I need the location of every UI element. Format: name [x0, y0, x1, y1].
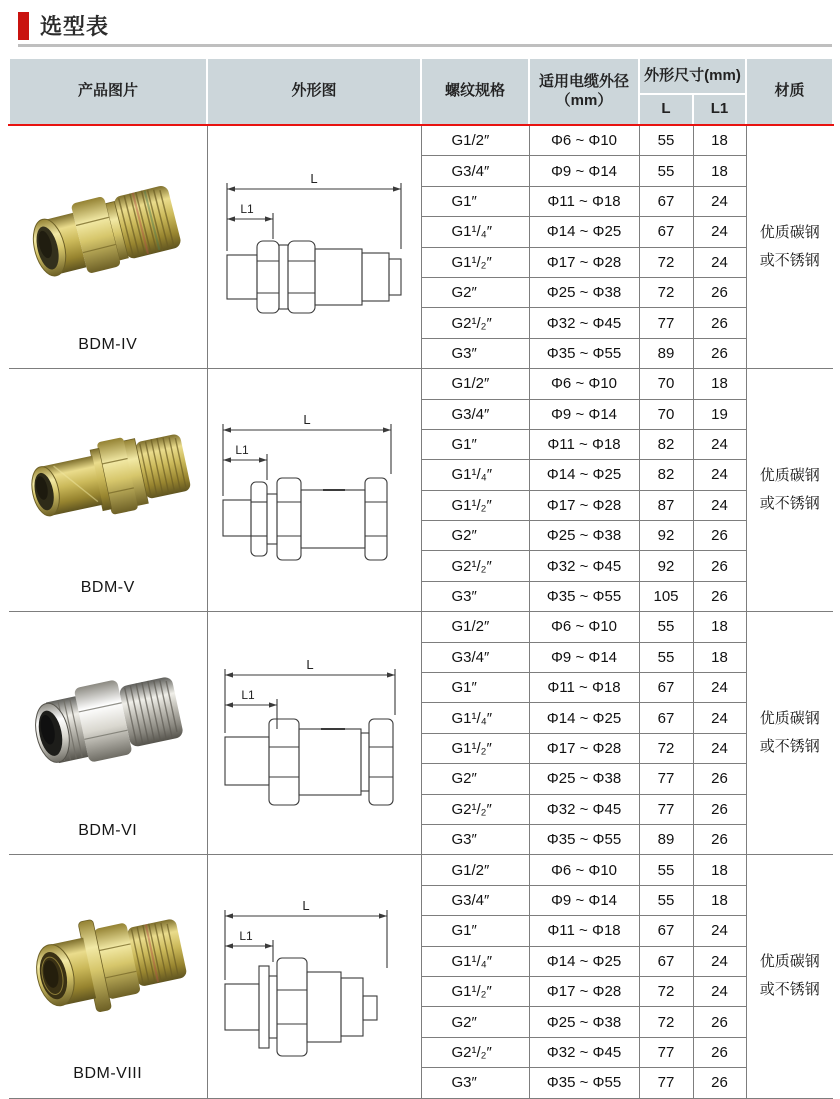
dim-l1-value: 26 [693, 824, 746, 854]
dim-l1-value: 18 [693, 369, 746, 399]
dim-l1-value: 26 [693, 521, 746, 551]
cable-od-value: Φ35 ~ Φ55 [529, 338, 639, 368]
dim-l1-value: 18 [693, 855, 746, 885]
material-line1: 优质碳钢 [759, 953, 820, 971]
thread-spec-value: G2¹/₂″ [421, 551, 529, 581]
dim-l-value: 72 [639, 733, 693, 763]
dim-l-value: 87 [639, 490, 693, 520]
dim-l1-value: 24 [693, 217, 746, 247]
thread-spec-value: G1¹/₄″ [421, 460, 529, 490]
outline-drawing-bdm-iv [211, 159, 417, 335]
table-row [9, 125, 833, 156]
page-title: 选型表 [40, 14, 110, 39]
dimension-label-l: L [302, 898, 310, 914]
thread-spec-value: G3″ [421, 1068, 529, 1098]
header-dimensions: 外形尺寸(mm) [639, 58, 746, 94]
dim-l1-value: 24 [693, 247, 746, 277]
dim-l1-value: 26 [693, 277, 746, 307]
thread-spec-value: G1¹/₄″ [421, 946, 529, 976]
selection-table-wrapper [8, 57, 832, 1099]
dimension-label-l1: L1 [239, 929, 253, 944]
thread-spec-value: G3/4″ [421, 399, 529, 429]
material-line2: 或不锈钢 [759, 251, 820, 269]
cable-od-value: Φ11 ~ Φ18 [529, 916, 639, 946]
dim-l-value: 72 [639, 976, 693, 1006]
product-block-bdm-viii [9, 855, 833, 1098]
dim-l1-value: 18 [693, 642, 746, 672]
dim-l1-value: 24 [693, 916, 746, 946]
product-block-bdm-v [9, 369, 833, 612]
thread-spec-value: G2″ [421, 277, 529, 307]
cable-od-value: Φ14 ~ Φ25 [529, 946, 639, 976]
cable-od-value: Φ32 ~ Φ45 [529, 1037, 639, 1067]
dimension-label-l1: L1 [241, 688, 255, 703]
thread-spec-value: G2″ [421, 1007, 529, 1037]
thread-spec-value: G1¹/₂″ [421, 247, 529, 277]
thread-spec-value: G1¹/₄″ [421, 703, 529, 733]
outline-drawing-cell [207, 369, 421, 612]
cable-od-value: Φ17 ~ Φ28 [529, 247, 639, 277]
cable-od-value: Φ14 ~ Φ25 [529, 703, 639, 733]
thread-spec-value: G2¹/₂″ [421, 794, 529, 824]
product-photo-cell [9, 855, 207, 1098]
dim-l1-value: 18 [693, 612, 746, 642]
thread-spec-value: G1/2″ [421, 125, 529, 156]
cable-od-value: Φ25 ~ Φ38 [529, 1007, 639, 1037]
dim-l-value: 55 [639, 642, 693, 672]
material-line1: 优质碳钢 [759, 223, 820, 241]
dim-l-value: 77 [639, 308, 693, 338]
table-header [9, 58, 833, 125]
cable-od-value: Φ35 ~ Φ55 [529, 824, 639, 854]
cable-od-value: Φ9 ~ Φ14 [529, 642, 639, 672]
dim-l1-value: 26 [693, 1037, 746, 1067]
dim-l-value: 77 [639, 1037, 693, 1067]
thread-spec-value: G3″ [421, 338, 529, 368]
dim-l1-value: 26 [693, 764, 746, 794]
thread-spec-value: G1″ [421, 186, 529, 216]
material-cell [746, 125, 833, 369]
dim-l-value: 67 [639, 703, 693, 733]
cable-od-value: Φ25 ~ Φ38 [529, 277, 639, 307]
thread-spec-value: G2″ [421, 764, 529, 794]
dim-l-value: 67 [639, 217, 693, 247]
thread-spec-value: G1″ [421, 673, 529, 703]
cable-od-value: Φ14 ~ Φ25 [529, 460, 639, 490]
product-photo-cell [9, 369, 207, 612]
cable-od-value: Φ35 ~ Φ55 [529, 1068, 639, 1098]
cable-od-value: Φ25 ~ Φ38 [529, 764, 639, 794]
dim-l-value: 67 [639, 186, 693, 216]
dim-l-value: 55 [639, 855, 693, 885]
table-row [9, 855, 833, 885]
thread-spec-value: G1/2″ [421, 612, 529, 642]
cable-od-value: Φ32 ~ Φ45 [529, 551, 639, 581]
material-line2: 或不锈钢 [759, 737, 820, 755]
thread-spec-value: G1″ [421, 916, 529, 946]
cable-od-value: Φ32 ~ Φ45 [529, 308, 639, 338]
cable-od-value: Φ6 ~ Φ10 [529, 369, 639, 399]
header-dim-l1: L1 [693, 94, 746, 125]
product-photo-bdm-viii-image [17, 881, 199, 1045]
thread-spec-value: G2¹/₂″ [421, 308, 529, 338]
dim-l-value: 67 [639, 916, 693, 946]
dim-l-value: 89 [639, 824, 693, 854]
cable-od-value: Φ25 ~ Φ38 [529, 521, 639, 551]
selection-table [8, 57, 834, 1099]
thread-spec-value: G1″ [421, 429, 529, 459]
header-cable-od-line2: （mm） [555, 91, 613, 109]
dim-l-value: 82 [639, 429, 693, 459]
thread-spec-value: G3/4″ [421, 885, 529, 915]
cable-od-value: Φ11 ~ Φ18 [529, 673, 639, 703]
dim-l1-value: 24 [693, 976, 746, 1006]
dim-l1-value: 26 [693, 1068, 746, 1098]
outline-drawing-cell [207, 855, 421, 1098]
dim-l-value: 89 [639, 338, 693, 368]
thread-spec-value: G1¹/₂″ [421, 490, 529, 520]
dim-l1-value: 24 [693, 946, 746, 976]
product-photo-bdm-v-image [17, 395, 199, 559]
material-line2: 或不锈钢 [759, 980, 820, 998]
dim-l1-value: 24 [693, 490, 746, 520]
material-line1: 优质碳钢 [759, 710, 820, 728]
thread-spec-value: G3/4″ [421, 642, 529, 672]
cable-od-value: Φ6 ~ Φ10 [529, 855, 639, 885]
cable-od-value: Φ14 ~ Φ25 [529, 217, 639, 247]
dimension-label-l: L [310, 171, 318, 187]
cable-od-value: Φ11 ~ Φ18 [529, 429, 639, 459]
dim-l1-value: 18 [693, 125, 746, 156]
product-photo-bdm-iv-image [17, 152, 199, 316]
dim-l1-value: 18 [693, 156, 746, 186]
dim-l-value: 92 [639, 551, 693, 581]
dimension-label-l1: L1 [240, 202, 254, 217]
dim-l1-value: 24 [693, 733, 746, 763]
cable-od-value: Φ6 ~ Φ10 [529, 125, 639, 156]
dim-l-value: 92 [639, 521, 693, 551]
dim-l1-value: 19 [693, 399, 746, 429]
material-cell [746, 855, 833, 1098]
cable-od-value: Φ32 ~ Φ45 [529, 794, 639, 824]
title-accent-bar [18, 12, 29, 40]
thread-spec-value: G1¹/₂″ [421, 976, 529, 1006]
dim-l1-value: 24 [693, 703, 746, 733]
outline-drawing-bdm-vi [211, 645, 417, 821]
cable-od-value: Φ9 ~ Φ14 [529, 885, 639, 915]
dim-l1-value: 26 [693, 338, 746, 368]
dim-l-value: 55 [639, 612, 693, 642]
dim-l-value: 55 [639, 885, 693, 915]
product-model-label: BDM-VI [78, 822, 138, 840]
dim-l-value: 72 [639, 1007, 693, 1037]
dim-l-value: 72 [639, 247, 693, 277]
material-cell [746, 612, 833, 855]
cable-od-value: Φ17 ~ Φ28 [529, 490, 639, 520]
dim-l-value: 55 [639, 156, 693, 186]
cable-od-value: Φ11 ~ Φ18 [529, 186, 639, 216]
dim-l-value: 70 [639, 399, 693, 429]
dim-l1-value: 24 [693, 460, 746, 490]
table-row [9, 612, 833, 642]
dim-l-value: 77 [639, 794, 693, 824]
thread-spec-value: G2¹/₂″ [421, 1037, 529, 1067]
thread-spec-value: G1¹/₄″ [421, 217, 529, 247]
cable-od-value: Φ17 ~ Φ28 [529, 733, 639, 763]
dim-l-value: 72 [639, 277, 693, 307]
product-model-label: BDM-IV [78, 336, 138, 354]
dim-l-value: 82 [639, 460, 693, 490]
product-photo-cell [9, 125, 207, 369]
header-material: 材质 [746, 58, 833, 125]
thread-spec-value: G3″ [421, 581, 529, 611]
cable-od-value: Φ6 ~ Φ10 [529, 612, 639, 642]
title-divider [18, 44, 832, 47]
material-line1: 优质碳钢 [759, 466, 820, 484]
dim-l-value: 70 [639, 369, 693, 399]
outline-drawing-cell [207, 125, 421, 369]
cable-od-value: Φ17 ~ Φ28 [529, 976, 639, 1006]
thread-spec-value: G1/2″ [421, 855, 529, 885]
cable-od-value: Φ35 ~ Φ55 [529, 581, 639, 611]
header-cable-od-line1: 适用电缆外径 [538, 72, 629, 90]
dim-l-value: 67 [639, 946, 693, 976]
dim-l-value: 105 [639, 581, 693, 611]
header-product-image: 产品图片 [9, 58, 207, 125]
dim-l1-value: 24 [693, 186, 746, 216]
product-model-label: BDM-V [80, 579, 135, 597]
thread-spec-value: G1/2″ [421, 369, 529, 399]
header-dim-l: L [639, 94, 693, 125]
product-block-bdm-vi [9, 612, 833, 855]
thread-spec-value: G3″ [421, 824, 529, 854]
outline-drawing-cell [207, 612, 421, 855]
dim-l1-value: 18 [693, 885, 746, 915]
dimension-label-l1: L1 [235, 443, 249, 458]
thread-spec-value: G1¹/₂″ [421, 733, 529, 763]
header-outline: 外形图 [207, 58, 421, 125]
dim-l-value: 77 [639, 764, 693, 794]
dim-l1-value: 24 [693, 429, 746, 459]
dim-l1-value: 26 [693, 794, 746, 824]
thread-spec-value: G3/4″ [421, 156, 529, 186]
header-cable-od [529, 58, 639, 125]
product-photo-bdm-vi-image [17, 638, 199, 802]
material-line2: 或不锈钢 [759, 494, 820, 512]
thread-spec-value: G2″ [421, 521, 529, 551]
material-cell [746, 369, 833, 612]
product-photo-cell [9, 612, 207, 855]
outline-drawing-bdm-v [211, 402, 417, 578]
dim-l1-value: 26 [693, 1007, 746, 1037]
dim-l1-value: 26 [693, 581, 746, 611]
dimension-label-l: L [306, 657, 314, 673]
product-block-bdm-iv [9, 125, 833, 369]
dim-l1-value: 26 [693, 551, 746, 581]
cable-od-value: Φ9 ~ Φ14 [529, 156, 639, 186]
dim-l-value: 67 [639, 673, 693, 703]
dim-l1-value: 26 [693, 308, 746, 338]
header-thread-spec: 螺纹规格 [421, 58, 529, 125]
outline-drawing-bdm-viii [211, 888, 417, 1064]
product-model-label: BDM-VIII [73, 1065, 143, 1083]
dim-l-value: 77 [639, 1068, 693, 1098]
table-row [9, 369, 833, 399]
cable-od-value: Φ9 ~ Φ14 [529, 399, 639, 429]
dimension-label-l: L [303, 412, 311, 428]
section-title [18, 10, 109, 41]
dim-l-value: 55 [639, 125, 693, 156]
dim-l1-value: 24 [693, 673, 746, 703]
